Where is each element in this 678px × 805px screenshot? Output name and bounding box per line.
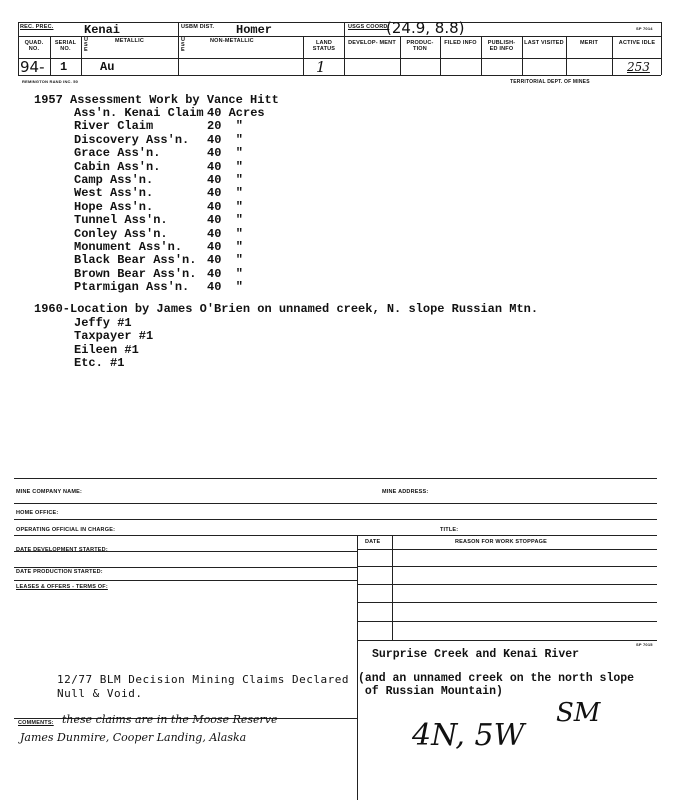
- list-item: Jeffy #1: [74, 316, 132, 330]
- last-visited-label: LAST VISITED: [524, 40, 564, 46]
- serial-value: 1: [60, 60, 68, 74]
- usbm-dist-value: Homer: [236, 23, 273, 37]
- location-note-primary: Surprise Creek and Kenai River: [372, 648, 580, 661]
- location-claims-list: [74, 317, 194, 371]
- use-label-1: U S E: [84, 37, 89, 53]
- published-info-label: PUBLISH- ED INFO: [487, 40, 516, 52]
- active-idle-value: 253: [627, 60, 650, 74]
- production-label: PRODUC- TION: [406, 40, 434, 52]
- filed-info-label: FILED INFO: [444, 40, 477, 46]
- rec-prec-label: REC. PREC.: [20, 24, 54, 30]
- location-heading: 1960-Location by James O'Brien on unnamed creek, N. slope Russian Mtn.: [34, 302, 539, 316]
- quad-label: QUAD. NO.: [24, 40, 44, 52]
- list-item: Cabin Ass'n. 40 ": [74, 159, 244, 174]
- list-item: River Claim 20 ": [74, 119, 244, 134]
- comments-line-2: James Dunmire, Cooper Landing, Alaska: [20, 731, 247, 744]
- metallic-value: Au: [100, 60, 115, 74]
- reason-stoppage-label: REASON FOR WORK STOPPAGE: [455, 539, 547, 545]
- list-item: Ass'n. Kenai Claim 40 Acres: [74, 106, 265, 120]
- printer-imprint: REMINGTON RAND INC. 50: [22, 79, 79, 84]
- blm-decision-note: 12/77 BLM Decision Mining Claims Declared Null & Void.: [57, 673, 350, 700]
- leases-offers-label: LEASES & OFFERS - TERMS OF:: [16, 584, 108, 590]
- form-number-2: SP 7015: [636, 642, 653, 647]
- use-label-2: U S E: [181, 37, 186, 53]
- metallic-label: METALLIC: [115, 38, 144, 44]
- list-item: Ptarmigan Ass'n. 40 ": [74, 280, 244, 295]
- operating-official-label: OPERATING OFFICIAL IN CHARGE:: [16, 527, 116, 533]
- comments-line-1: these claims are in the Moose Reserve: [62, 713, 278, 726]
- township-range: 4N, 5W: [412, 718, 525, 753]
- list-item: Hope Ass'n. 40 ": [74, 199, 244, 214]
- form-number: SP 7014: [636, 26, 653, 31]
- list-item: Discovery Ass'n. 40 ": [74, 132, 244, 147]
- usgs-coord-value: (24.9, 8.8): [386, 19, 465, 37]
- land-status-label: LAND STATUS: [312, 40, 336, 52]
- reviewer-initials: SM: [556, 698, 601, 728]
- date-label: DATE: [365, 539, 381, 545]
- date-production-label: DATE PRODUCTION STARTED:: [16, 569, 103, 575]
- list-item: Conley Ass'n. 40 ": [74, 226, 244, 241]
- land-status-value: 1: [316, 58, 326, 76]
- title-label: TITLE:: [440, 527, 459, 533]
- serial-label: SERIAL NO.: [54, 40, 77, 52]
- list-item: Grace Ass'n. 40 ": [74, 146, 244, 161]
- list-item: Black Bear Ass'n. 40 ": [74, 253, 244, 268]
- rec-prec-value: Kenai: [84, 23, 121, 37]
- nonmetallic-label: NON-METALLIC: [210, 38, 254, 44]
- quad-value: 94-: [20, 58, 45, 76]
- development-label: DEVELOP- MENT: [348, 40, 396, 46]
- mine-address-label: MINE ADDRESS:: [382, 489, 429, 495]
- assessment-claims-list: [74, 107, 294, 294]
- home-office-label: HOME OFFICE:: [16, 510, 59, 516]
- mine-company-label: MINE COMPANY NAME:: [16, 489, 83, 495]
- list-item: Camp Ass'n. 40 ": [74, 172, 244, 187]
- assessment-heading: 1957 Assessment Work by Vance Hitt: [34, 93, 279, 107]
- list-item: Tunnel Ass'n. 40 ": [74, 213, 244, 228]
- comments-label: COMMENTS:: [18, 720, 54, 726]
- usgs-coord-label: USGS COORD.: [348, 24, 390, 30]
- list-item: Eileen #1: [74, 342, 139, 357]
- department-imprint: TERRITORIAL DEPT. OF MINES: [510, 79, 590, 85]
- date-development-label: DATE DEVELOPMENT STARTED:: [16, 547, 108, 553]
- list-item: Brown Bear Ass'n. 40 ": [74, 266, 244, 281]
- list-item: Etc. #1: [74, 356, 125, 371]
- list-item: West Ass'n. 40 ": [74, 186, 244, 201]
- list-item: Taxpayer #1: [74, 329, 154, 344]
- active-idle-label: ACTIVE IDLE: [618, 40, 656, 46]
- list-item: Monument Ass'n. 40 ": [74, 239, 244, 254]
- merit-label: MERIT: [579, 40, 599, 46]
- location-note-secondary: (and an unnamed creek on the north slope of Russian Mountain): [358, 672, 635, 698]
- usbm-dist-label: USBM DIST.: [181, 24, 215, 30]
